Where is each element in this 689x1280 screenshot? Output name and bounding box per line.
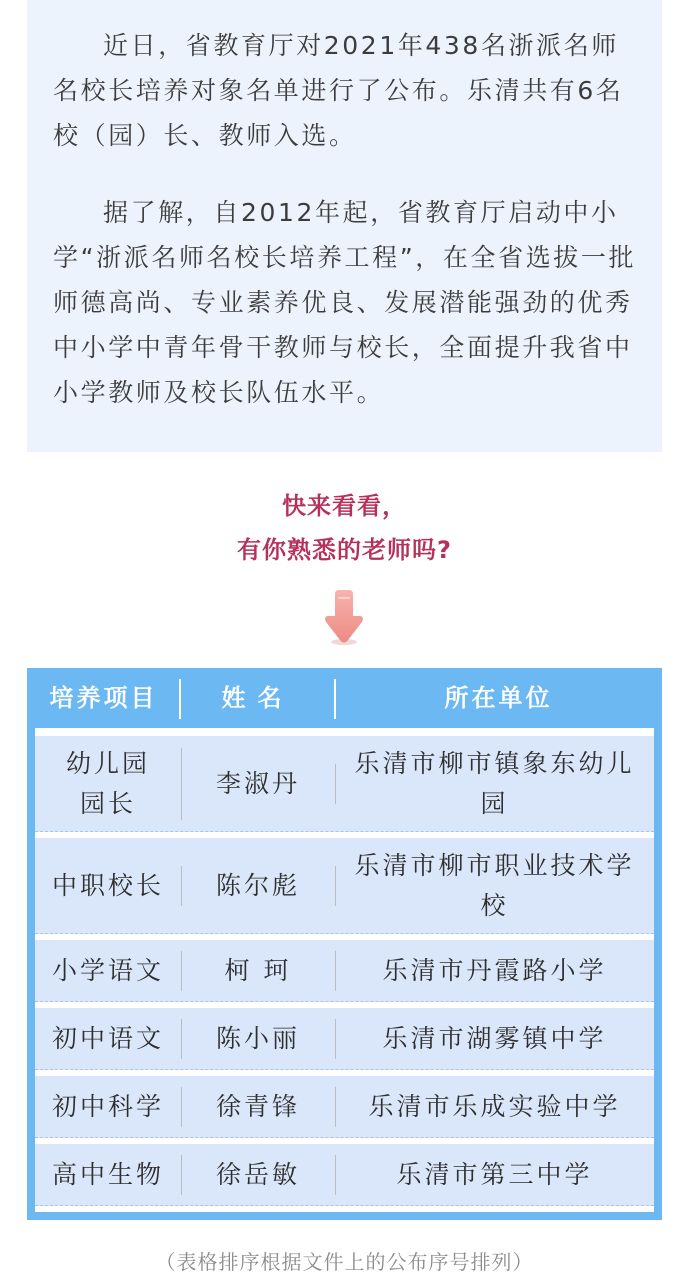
cell-name: 徐青锋 — [215, 1091, 300, 1121]
cell-name: 陈小丽 — [215, 1023, 300, 1053]
table-body — [35, 728, 654, 1212]
table-row — [35, 838, 654, 934]
cell-unit: 乐清市第三中学 — [396, 1159, 593, 1189]
table-row — [35, 1144, 654, 1206]
cell-name: 陈尔彪 — [215, 870, 300, 900]
cell-project: 小学语文 — [51, 955, 164, 985]
table-row — [35, 1076, 654, 1138]
intro-paragraph-2: 据了解，自2012年起，省教育厅启动中小学“浙派名师名校长培养工程”，在全省选拔一批师德高尚、专业素养优良、发展潜能强劲的优秀中小学中青年骨干教师与校长，全面提升我省中小学教师及校长队伍水平。 — [53, 198, 637, 407]
intro-paragraph-1: 近日，省教育厅对2021年438名浙派名师名校长培养对象名单进行了公布。乐清共有6名校（园）长、教师入选。 — [53, 31, 624, 150]
cell-name: 徐岳敏 — [215, 1159, 300, 1189]
callout-line-1: 快来看看， — [282, 492, 407, 520]
pointing-finger-down-icon — [321, 590, 367, 648]
cell-project: 中职校长 — [51, 870, 164, 900]
cell-unit: 乐清市乐成实验中学 — [368, 1091, 621, 1121]
cell-name: 柯 珂 — [224, 955, 292, 985]
table-footnote: （表格排序根据文件上的公布序号排列） — [155, 1250, 534, 1274]
header-unit: 所在单位 — [444, 684, 553, 712]
cell-name: 李淑丹 — [215, 768, 300, 798]
callout-line-2: 有你熟悉的老师吗? — [237, 536, 452, 564]
teacher-table — [27, 668, 662, 1220]
header-project: 培养项目 — [49, 684, 158, 712]
header-name: 姓名 — [221, 684, 294, 712]
cell-project: 幼儿园园长 — [65, 748, 150, 818]
intro-box — [27, 0, 662, 452]
cell-unit: 乐清市柳市镇象东幼儿园 — [354, 748, 635, 818]
table-row — [35, 940, 654, 1002]
header-divider — [179, 679, 181, 719]
cell-unit: 乐清市柳市职业技术学校 — [354, 850, 635, 920]
header-divider — [334, 679, 336, 719]
cell-unit: 乐清市丹霞路小学 — [382, 955, 607, 985]
cell-project: 初中科学 — [51, 1091, 164, 1121]
table-row — [35, 736, 654, 832]
cell-project: 初中语文 — [51, 1023, 164, 1053]
cell-unit: 乐清市湖雾镇中学 — [382, 1023, 607, 1053]
table-header — [27, 668, 662, 728]
table-row — [35, 1008, 654, 1070]
cell-project: 高中生物 — [51, 1159, 164, 1189]
